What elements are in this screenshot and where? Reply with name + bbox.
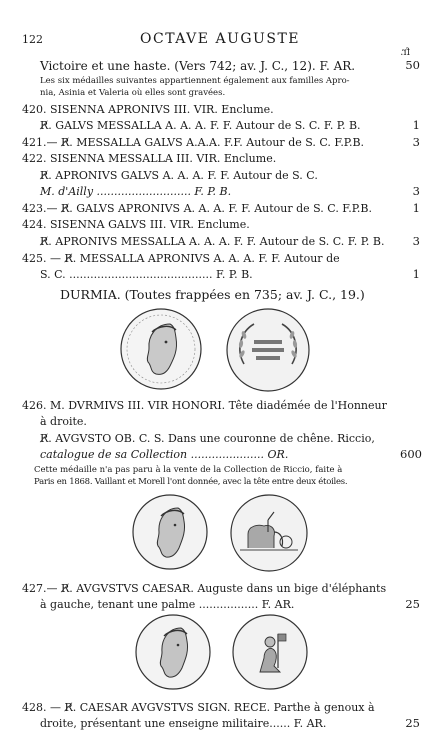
entry-price: 25 bbox=[405, 716, 420, 730]
entry-line: 426. M. DVRMIVS III. VIR HONORI. Tête diadémée de l'Honneur bbox=[22, 399, 387, 412]
section-heading: DURMIA. (Toutes frappées en 735; av. J. C., 19.) bbox=[60, 287, 365, 302]
entry-line: S. C. ......................................... F. P. B. bbox=[40, 268, 253, 281]
entry-price: 1 bbox=[412, 267, 420, 281]
coin-reverse-wreath-icon bbox=[224, 306, 312, 394]
entry-price: 50 bbox=[405, 58, 420, 72]
note-line: Les six médailles suivantes appartiennent également aux familles Apro- bbox=[40, 76, 350, 86]
page-number: 122 bbox=[22, 33, 43, 46]
entry-line: 425. — R̸. MESSALLA APRONIVS A. A. A. F. F. Autour de bbox=[22, 252, 340, 265]
entry-line: 423.— R̸. GALVS APRONIVS A. A. A. F. F. Autour de S. C. F.P.B. bbox=[22, 202, 372, 215]
entry-line: 421.— R̸. MESSALLA GALVS A.A.A. F.F. Autour de S. C. F.P.B. bbox=[22, 136, 365, 149]
coin-obverse-head-icon bbox=[118, 306, 204, 392]
coin-obverse-head-icon bbox=[130, 492, 210, 572]
entry-price: 1 bbox=[412, 118, 420, 132]
entry-line: droite, présentant une enseigne militaire...... F. AR. bbox=[40, 717, 327, 730]
note-line: Paris en 1868. Vaillant et Morell l'ont donnée, avec la tête entre deux étoiles. bbox=[34, 477, 348, 487]
coin-obverse-head-icon bbox=[133, 612, 213, 692]
entry-line: R̸. APRONIVS GALVS A. A. A. F. F. Autour de S. C. bbox=[40, 169, 318, 182]
entry-price: 3 bbox=[412, 135, 420, 149]
entry-price: 1 bbox=[412, 201, 420, 215]
entry-price: 3 bbox=[412, 184, 420, 198]
entry-line: 427.— R̸. AVGVSTVS CAESAR. Auguste dans un bige d'éléphants bbox=[22, 582, 387, 595]
entry-price: 25 bbox=[405, 597, 420, 611]
entry-line: catalogue de sa Collection ..................... OR. bbox=[40, 448, 289, 461]
entry-line: 424. SISENNA GALVS III. VIR. Enclume. bbox=[22, 218, 250, 231]
entry-line: 428. — R̸. CAESAR AVGVSTVS SIGN. RECE. Parthe à genoux à bbox=[22, 701, 375, 714]
note-line: nia, Asinia et Valeria où elles sont gravées. bbox=[40, 88, 226, 98]
entry-line: R̸. AVGVSTO OB. C. S. Dans une couronne de chêne. Riccio, bbox=[40, 432, 375, 445]
coin-reverse-kneeling-parthian-icon bbox=[230, 612, 310, 692]
entry-line: 422. SISENNA MESSALLA III. VIR. Enclume. bbox=[22, 152, 277, 165]
entry-line: R̸. GALVS MESSALLA A. A. A. F. F. Autour de S. C. F. P. B. bbox=[40, 119, 361, 132]
entry-line: R̸. APRONIVS MESSALLA A. A. A. F. F. Autour de S. C. F. P. B. bbox=[40, 235, 385, 248]
entry-line: Victoire et une haste. (Vers 742; av. J. C., 12). F. AR. bbox=[40, 59, 356, 73]
entry-line: M. d'Ailly ........................... F. P. B. bbox=[40, 185, 232, 198]
running-title: OCTAVE AUGUSTE bbox=[140, 31, 300, 47]
entry-price: 600 bbox=[400, 447, 422, 461]
price-column-label: fr. bbox=[400, 47, 410, 58]
coin-reverse-elephants-icon bbox=[228, 492, 310, 574]
note-line: Cette médaille n'a pas paru à la vente de la Collection de Riccio, faite à bbox=[34, 465, 343, 475]
entry-line: à droite. bbox=[40, 415, 87, 428]
entry-line: 420. SISENNA APRONIVS III. VIR. Enclume. bbox=[22, 103, 274, 116]
entry-price: 3 bbox=[412, 234, 420, 248]
entry-line: à gauche, tenant une palme ................. F. AR. bbox=[40, 598, 295, 611]
